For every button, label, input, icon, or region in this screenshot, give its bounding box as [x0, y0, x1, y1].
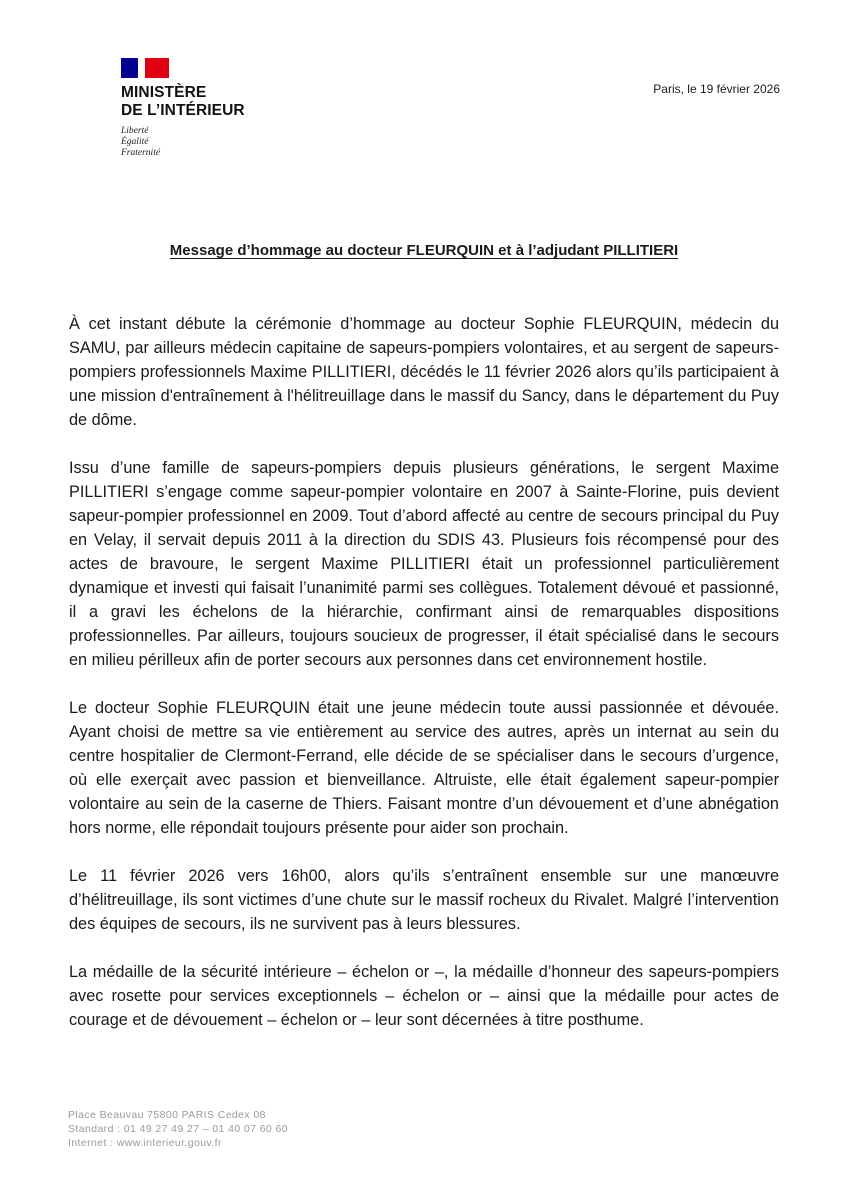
- footer-phone: Standard : 01 49 27 49 27 – 01 40 07 60 60: [68, 1123, 288, 1135]
- footer-address: Place Beauvau 75800 PARIS Cedex 08: [68, 1109, 266, 1121]
- paragraph-medals: La médaille de la sécurité intérieure – échelon or –, la médaille d’honneur des sapeurs-pompiers avec rosette pour services exceptionnels – échelon or – ainsi que la médaille pour actes de courage et de dévouement – échelon or – leur sont décernées à titre posthume.: [69, 963, 779, 1029]
- paragraph-pillitieri: Issu d’une famille de sapeurs-pompiers depuis plusieurs générations, le sergent Maxime PILLITIERI s’engage comme sapeur-pompier volontaire en 2007 à Sainte-Florine, puis devient sapeur-pompier professionnel en 2009. Tout d’abord affecté au centre de secours principal du Puy en Velay, il servait depuis 2011 à la direction du SDIS 43. Plusieurs fois récompensé pour des actes de bravoure, le sergent Maxime PILLITIERI était un professionnel particulièrement dynamique et investi qui faisait l’unanimité parmi ses collègues. Totalement dévoué et passionné, il a gravi les échelons de la hiérarchie, confirmant ainsi de remarquables dispositions professionnelles. Par ailleurs, toujours soucieux de progresser, il était spécialisé dans le secours en milieu périlleux afin de porter secours aux personnes dans cet environnement hostile.: [69, 459, 779, 669]
- motto-fraternite: Fraternité: [121, 148, 161, 158]
- marianne-flag-icon: [121, 58, 169, 78]
- ministry-name-line2: DE L’INTÉRIEUR: [121, 102, 245, 119]
- paragraph-intro: À cet instant débute la cérémonie d’hommage au docteur Sophie FLEURQUIN, médecin du SAMU, par ailleurs médecin capitaine de sapeurs-pompiers volontaires, et au sergent de sapeurs-pompiers professionnels Maxime PILLITIERI, décédés le 11 février 2026 alors qu’ils participaient à une mission d'entraînement à l'hélitreuillage dans le massif du Sancy, dans le département du Puy de dôme.: [69, 315, 779, 429]
- paragraph-fleurquin: Le docteur Sophie FLEURQUIN était une jeune médecin toute aussi passionnée et dévouée. Ayant choisi de mettre sa vie entièrement au service des autres, après un internat au sein du centre hospitalier de Clermont-Ferrand, elle décide de se spécialiser dans le secours d’urgence, où elle exerçait avec passion et bienveillance. Altruiste, elle était également sapeur-pompier volontaire au sein de la caserne de Thiers. Faisant montre d’un dévouement et d’une abnégation hors norme, elle répondait toujours présente pour aider son prochain.: [69, 699, 779, 837]
- motto-liberte: Liberté: [121, 126, 149, 136]
- ministry-name: [121, 84, 301, 120]
- republic-motto: [121, 126, 301, 159]
- document-date: Paris, le 19 février 2026: [653, 82, 780, 96]
- motto-egalite: Égalité: [121, 137, 149, 147]
- ministry-name-line1: MINISTÈRE: [121, 84, 207, 101]
- document-title: Message d’hommage au docteur FLEURQUIN et à l’adjudant PILLITIERI: [169, 242, 679, 259]
- footer-website: Internet : www.interieur.gouv.fr: [68, 1137, 222, 1149]
- ministry-logo: [121, 58, 301, 159]
- footer-contact: [68, 1108, 288, 1150]
- document-body: [69, 312, 779, 1032]
- paragraph-accident: Le 11 février 2026 vers 16h00, alors qu’ils s’entraînent ensemble sur une manœuvre d’hélitreuillage, ils sont victimes d’une chute sur le massif rocheux du Rivalet. Malgré l’intervention des équipes de secours, ils ne survivent pas à leurs blessures.: [69, 867, 779, 933]
